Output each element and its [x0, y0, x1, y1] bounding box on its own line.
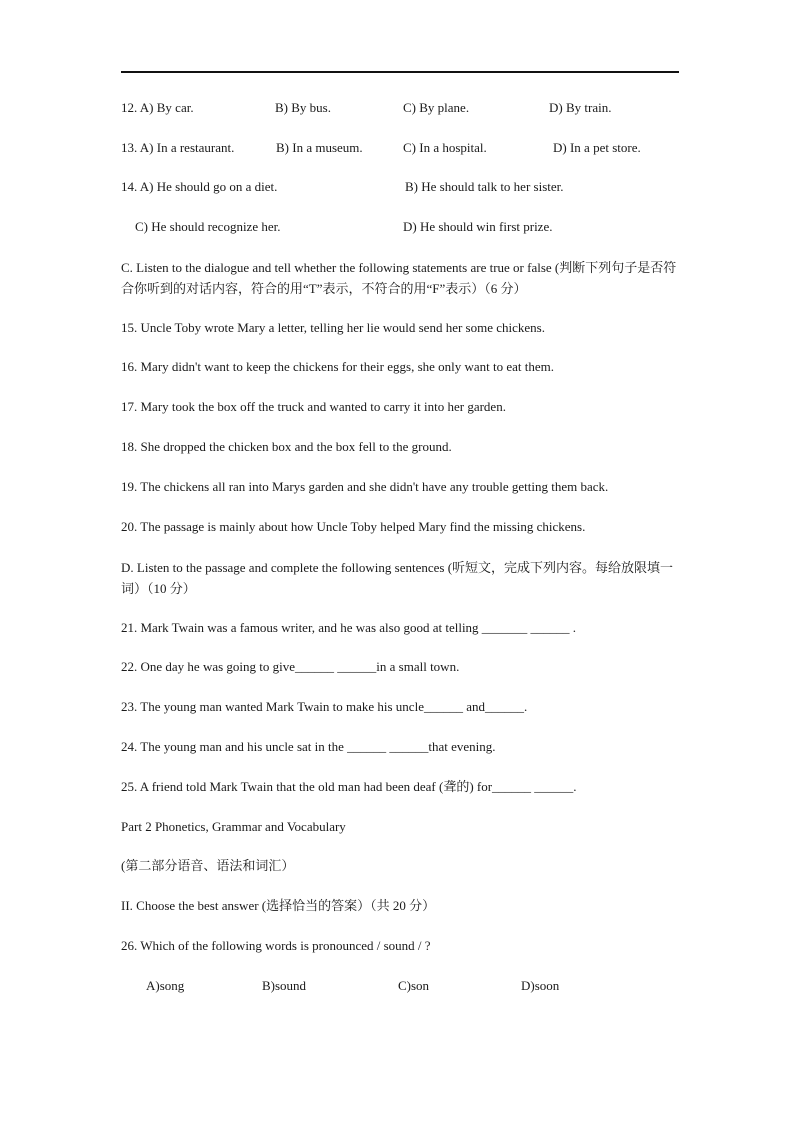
statement-15: 15. Uncle Toby wrote Mary a letter, telling her lie would send her some chickens.	[121, 320, 545, 335]
q26-option-b: B)sound	[262, 978, 307, 993]
q14-option-d: D) He should win first prize.	[403, 219, 553, 234]
q13-option-a: 13. A) In a restaurant.	[121, 140, 235, 155]
section-2-title: II. Choose the best answer (选择恰当的答案）（共 20 分）	[121, 898, 436, 913]
q26-option-d: D)soon	[521, 978, 560, 993]
section-d-instructions: D. Listen to the passage and complete the following sentences (听短文，完成下列内容。每给放限填一词）（10 分）	[121, 560, 674, 596]
q12-option-a: 12. A) By car.	[121, 100, 194, 115]
statement-18: 18. She dropped the chicken box and the box fell to the ground.	[121, 439, 452, 454]
q12-option-b: B) By bus.	[275, 100, 331, 115]
blank-21: 21. Mark Twain was a famous writer, and he was also good at telling _______ ______ .	[121, 620, 577, 635]
q26-option-a: A)song	[146, 978, 185, 993]
q26-option-c: C)son	[398, 978, 430, 993]
statement-16: 16. Mary didn't want to keep the chickens for their eggs, she only want to eat them.	[121, 359, 555, 374]
q13-option-d: D) In a pet store.	[553, 140, 641, 155]
part-2-title-chinese: (第二部分语音、语法和词汇）	[121, 858, 295, 873]
q12-option-d: D) By train.	[549, 100, 612, 115]
q14-option-c: C) He should recognize her.	[135, 219, 281, 234]
blank-23: 23. The young man wanted Mark Twain to make his uncle______ and______.	[121, 699, 528, 714]
q14-option-b: B) He should talk to her sister.	[405, 179, 564, 194]
statement-17: 17. Mary took the box off the truck and wanted to carry it into her garden.	[121, 399, 506, 414]
statement-20: 20. The passage is mainly about how Uncle Toby helped Mary find the missing chickens.	[121, 519, 586, 534]
q12-option-c: C) By plane.	[403, 100, 470, 115]
q14-option-a: 14. A) He should go on a diet.	[121, 179, 278, 194]
q13-option-c: C) In a hospital.	[403, 140, 487, 155]
blank-22: 22. One day he was going to give______ ______in a small town.	[121, 659, 460, 674]
part-2-title: Part 2 Phonetics, Grammar and Vocabulary	[121, 819, 346, 834]
top-rule	[121, 71, 679, 73]
statement-19: 19. The chickens all ran into Marys garden and she didn't have any trouble getting them back.	[121, 479, 609, 494]
question-26: 26. Which of the following words is pronounced / sound / ?	[121, 938, 431, 953]
section-c-instructions: C. Listen to the dialogue and tell whether the following statements are true or false (判断下列句子是否符合你听到的对话内容，符合的用“T”表示，不符合的用“F”表示）（6 分）	[121, 260, 677, 296]
blank-24: 24. The young man and his uncle sat in the ______ ______that evening.	[121, 739, 496, 754]
q13-option-b: B) In a museum.	[276, 140, 363, 155]
blank-25: 25. A friend told Mark Twain that the old man had been deaf (聋的) for______ ______.	[121, 779, 577, 794]
